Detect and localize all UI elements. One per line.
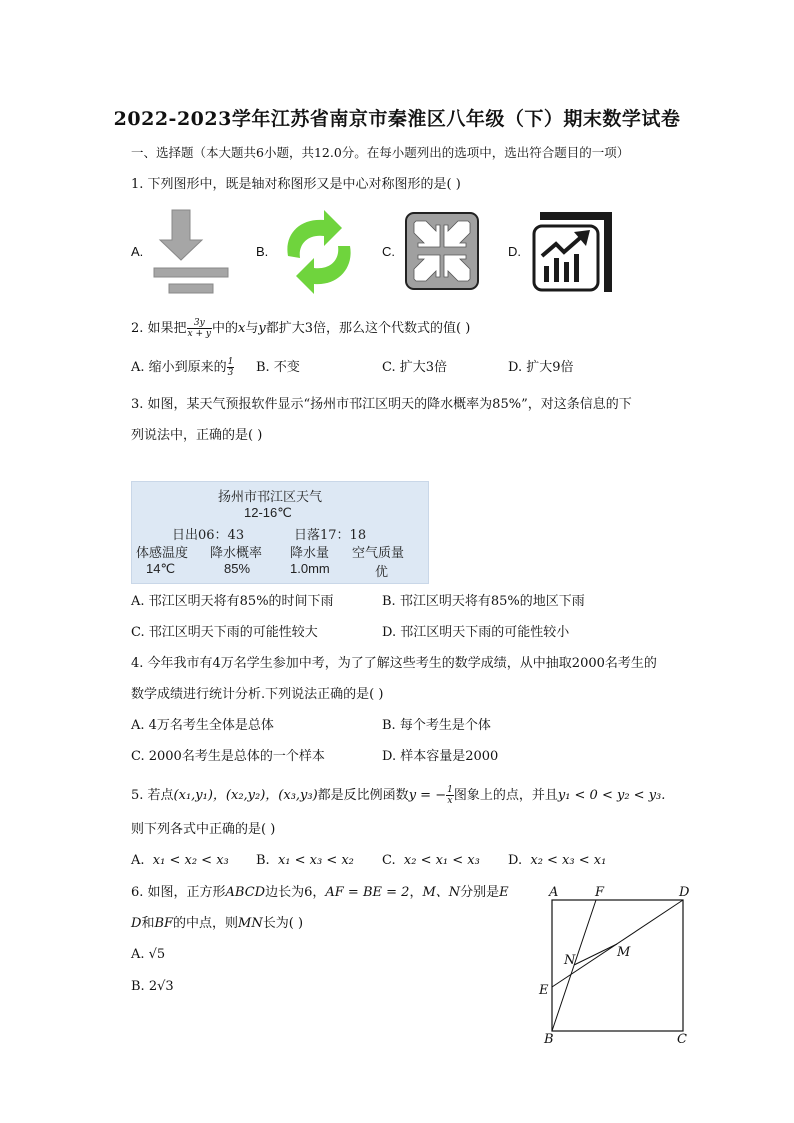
q6-mid-text: 边长为6， bbox=[265, 885, 326, 900]
weather-temp-range: 12-16℃ bbox=[244, 505, 292, 520]
q4-option-d: D. 样本容量是2000 bbox=[382, 749, 499, 764]
q3-option-d: D. 邗江区明天下雨的可能性较小 bbox=[382, 625, 570, 640]
q4-stem-line1: 4. 今年我市有4万名学生参加中考，为了了解这些考生的数学成绩，从中抽取2000名考生的 bbox=[131, 656, 657, 671]
q5-option-c-label: C. bbox=[382, 853, 396, 868]
label-e: E bbox=[539, 983, 549, 998]
q1-option-d-label: D. bbox=[508, 244, 521, 259]
q6-comma: ， bbox=[409, 885, 423, 900]
q5-stem-line2: 则下列各式中正确的是( ) bbox=[131, 822, 276, 837]
q2-option-a-fraction bbox=[227, 357, 235, 378]
q1-option-b-label: B. bbox=[256, 244, 269, 259]
q6-option-b: B. 2√3 bbox=[131, 979, 174, 994]
label-n: N bbox=[564, 953, 576, 968]
weather-header-prob: 降水概率 bbox=[210, 546, 263, 561]
q2-option-a-text: A. 缩小到原来的 bbox=[131, 360, 227, 375]
shrink-arrows-icon bbox=[404, 211, 480, 291]
q6-point-d: D bbox=[131, 916, 142, 931]
weather-card bbox=[131, 481, 429, 584]
q5-points: (x₁,y₁)，(x₂,y₂)，(x₃,y₃) bbox=[173, 788, 318, 803]
q2-frac-den: x + y bbox=[187, 329, 211, 339]
q6-and: 和 bbox=[141, 916, 155, 931]
q2-mid-text: 中的 bbox=[211, 321, 238, 336]
q5-stem-line1 bbox=[131, 785, 665, 806]
q4-option-a: A. 4万名考生全体是总体 bbox=[131, 718, 274, 733]
label-a: A bbox=[549, 885, 559, 900]
q2-option-d: D. 扩大9倍 bbox=[508, 360, 574, 375]
down-arrow-icon bbox=[150, 208, 232, 296]
square-geometry-figure bbox=[535, 880, 715, 1052]
q6-points-mn: M、N bbox=[422, 885, 461, 900]
q4-option-c: C. 2000名考生是总体的一个样本 bbox=[131, 749, 325, 764]
q1-option-c-label: C. bbox=[382, 244, 395, 259]
weather-value-prob: 85% bbox=[224, 561, 251, 576]
q6-segment-bf: BF bbox=[154, 916, 174, 931]
weather-value-feel: 14℃ bbox=[146, 561, 176, 576]
weather-value-amount: 1.0mm bbox=[290, 561, 330, 576]
q2-option-a-num: 1 bbox=[227, 357, 234, 367]
weather-header-air: 空气质量 bbox=[352, 546, 405, 561]
label-m: M bbox=[617, 945, 631, 960]
q6-pre-text: 6. 如图，正方形 bbox=[131, 885, 226, 900]
weather-sunset: 日落17：18 bbox=[294, 528, 367, 543]
q5-option-c-math: x₂ < x₁ < x₃ bbox=[403, 853, 480, 868]
q2-stem bbox=[131, 318, 470, 339]
q5-option-c bbox=[382, 852, 480, 870]
q5-function-fraction bbox=[446, 785, 454, 806]
q6-square-name: ABCD bbox=[225, 885, 266, 900]
q2-option-c: C. 扩大3倍 bbox=[382, 360, 448, 375]
q3-option-b: B. 邗江区明天将有85%的地区下雨 bbox=[382, 594, 585, 609]
q6-option-a: A. √5 bbox=[131, 947, 166, 962]
q4-option-b: B. 每个考生是个体 bbox=[382, 718, 491, 733]
q5-option-b bbox=[256, 852, 354, 870]
weather-value-air: 优 bbox=[375, 565, 389, 580]
q3-stem-line2: 列说法中，正确的是( ) bbox=[131, 428, 263, 443]
q5-option-d-label: D. bbox=[508, 853, 523, 868]
q5-option-a-label: A. bbox=[131, 853, 145, 868]
q6-post-text: 分别是 bbox=[460, 885, 500, 900]
q6-line2-text: 的中点，则 bbox=[173, 916, 239, 931]
page-title: 2022-2023学年江苏省南京市秦淮区八年级（下）期末数学试卷 bbox=[113, 108, 681, 130]
q5-option-d-math: x₂ < x₃ < x₁ bbox=[530, 853, 607, 868]
section-heading: 一、选择题（本大题共6小题，共12.0分。在每小题列出的选项中，选出符合题目的一项） bbox=[131, 145, 630, 160]
q5-option-b-label: B. bbox=[256, 853, 270, 868]
label-b: B bbox=[544, 1032, 554, 1047]
q3-option-c: C. 邗江区明天下雨的可能性较大 bbox=[131, 625, 318, 640]
weather-city: 扬州市邗江区天气 bbox=[218, 490, 323, 505]
q5-function: y = − bbox=[408, 788, 447, 803]
q2-option-a bbox=[131, 357, 234, 378]
q2-yu: 与 bbox=[245, 321, 259, 336]
segment-ed bbox=[552, 900, 683, 987]
recycle-arrows-icon bbox=[276, 206, 362, 298]
q5-func-den: x bbox=[447, 796, 453, 806]
weather-header-amount: 降水量 bbox=[290, 546, 330, 561]
q5-func-num: 1 bbox=[447, 785, 453, 795]
q6-stem-line2 bbox=[131, 915, 303, 933]
q3-option-a: A. 邗江区明天将有85%的时间下雨 bbox=[131, 594, 334, 609]
q5-option-a bbox=[131, 852, 229, 870]
q1-option-a-label: A. bbox=[131, 244, 144, 259]
q2-post-text: 都扩大3倍，那么这个代数式的值( ) bbox=[265, 321, 471, 336]
q5-pre-text: 5. 若点 bbox=[131, 788, 174, 803]
q6-point-e: E bbox=[499, 885, 509, 900]
q2-var-y: y bbox=[258, 321, 266, 336]
q6-stem-line1 bbox=[131, 884, 509, 902]
q5-mid-text: 都是反比例函数 bbox=[317, 788, 409, 803]
q5-inequality: y₁ < 0 < y₂ < y₃. bbox=[557, 788, 666, 803]
q6-segment-mn: MN bbox=[238, 916, 263, 931]
growth-chart-icon bbox=[532, 210, 614, 294]
label-d: D bbox=[679, 885, 690, 900]
q6-equation: AF = BE = 2 bbox=[325, 885, 410, 900]
q6-line2-end: 长为( ) bbox=[262, 916, 304, 931]
q2-pre-text: 2. 如果把 bbox=[131, 321, 187, 336]
q5-option-a-math: x₁ < x₂ < x₃ bbox=[152, 853, 229, 868]
q5-post-text: 图象上的点，并且 bbox=[453, 788, 558, 803]
q5-option-b-math: x₁ < x₃ < x₂ bbox=[277, 853, 354, 868]
q1-stem: 1. 下列图形中，既是轴对称图形又是中心对称图形的是( ) bbox=[131, 177, 461, 192]
q4-stem-line2: 数学成绩进行统计分析.下列说法正确的是( ) bbox=[131, 687, 384, 702]
q2-var-x: x bbox=[238, 321, 246, 336]
q2-frac-num: 3y bbox=[187, 318, 212, 329]
label-c: C bbox=[677, 1032, 687, 1047]
q3-stem-line1: 3. 如图，某天气预报软件显示“扬州市邗江区明天的降水概率为85%”，对这条信息的下 bbox=[131, 397, 632, 412]
weather-header-feel: 体感温度 bbox=[136, 546, 189, 561]
weather-sunrise: 日出06：43 bbox=[172, 528, 245, 543]
q5-option-d bbox=[508, 852, 606, 870]
label-f: F bbox=[595, 885, 605, 900]
q2-fraction bbox=[187, 318, 212, 339]
q2-option-b: B. 不变 bbox=[256, 360, 300, 375]
q2-option-a-den: 3 bbox=[227, 368, 234, 378]
